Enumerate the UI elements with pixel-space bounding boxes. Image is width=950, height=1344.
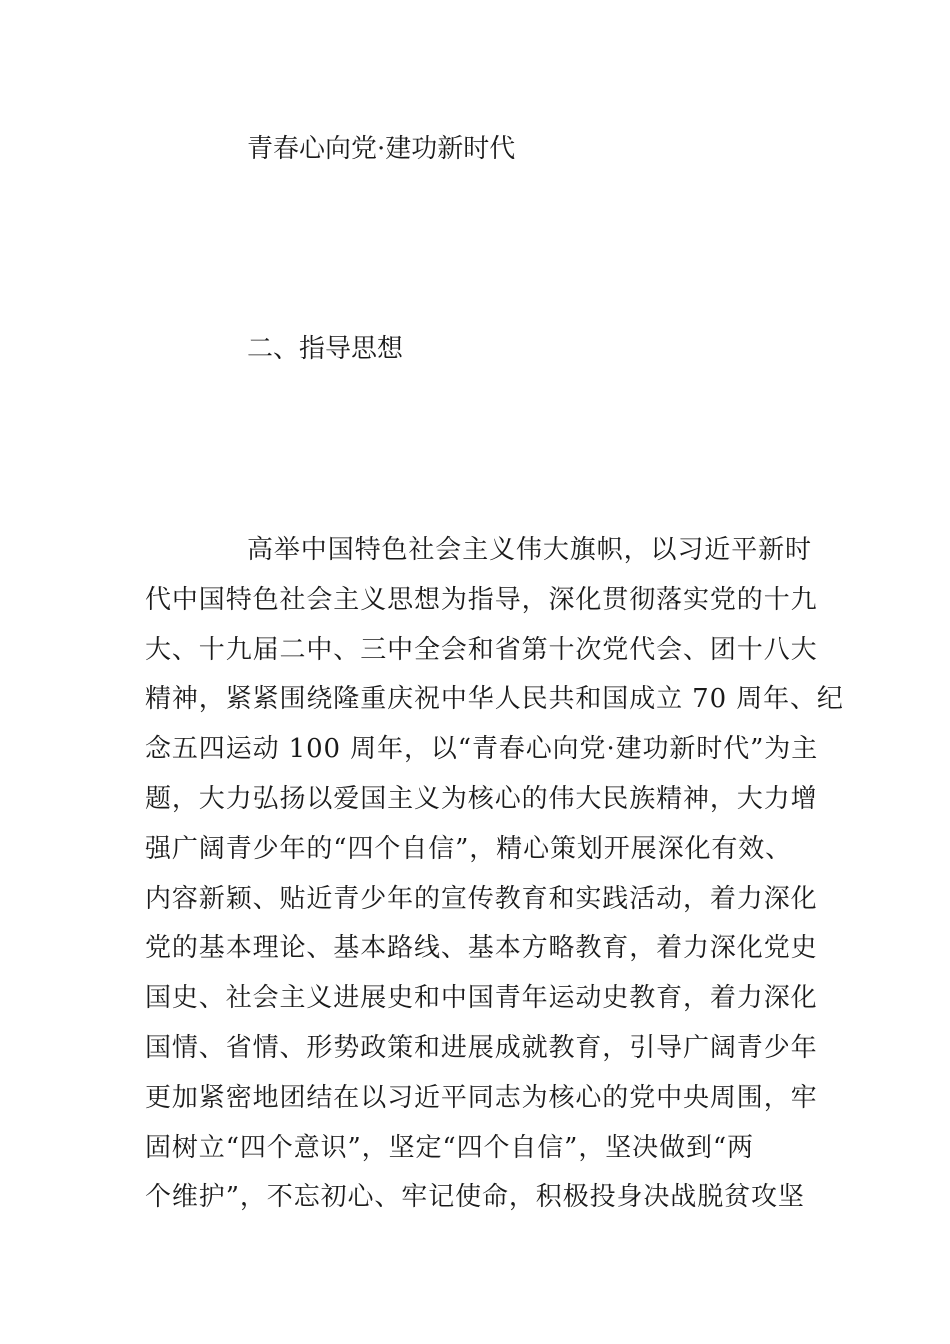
paragraph-line: 精神，紧紧围绕隆重庆祝中华人民共和国成立 70 周年、纪 [145, 684, 844, 715]
paragraph-line: 大、十九届二中、三中全会和省第十次党代会、团十八大 [145, 634, 818, 665]
paragraph-line: 个维护”，不忘初心、牢记使命，积极投身决战脱贫攻坚 [145, 1182, 805, 1213]
paragraph-line: 国史、社会主义进展史和中国青年运动史教育，着力深化 [145, 983, 818, 1014]
paragraph-line: 党的基本理论、基本路线、基本方略教育，着力深化党史 [145, 933, 818, 964]
paragraph-line: 国情、省情、形势政策和进展成就教育，引导广阔青少年 [145, 1032, 818, 1063]
paragraph-line: 更加紧密地团结在以习近平同志为核心的党中央周围，牢 [145, 1082, 818, 1113]
body-paragraph [145, 526, 844, 1223]
paragraph-line: 强广阔青少年的“四个自信”，精心策划开展深化有效、 [145, 833, 793, 864]
paragraph-line: 高举中国特色社会主义伟大旗帜，以习近平新时 [247, 535, 812, 565]
document-title: 青春心向党·建功新时代 [247, 134, 516, 164]
section-heading: 二、指导思想 [247, 334, 404, 364]
paragraph-line: 题，大力弘扬以爱国主义为核心的伟大民族精神，大力增 [145, 783, 818, 814]
paragraph-line: 内容新颖、贴近青少年的宣传教育和实践活动，着力深化 [145, 883, 818, 914]
paragraph-line: 固树立“四个意识”，坚定“四个自信”，坚决做到“两 [145, 1132, 754, 1163]
paragraph-line: 念五四运动 100 周年，以“青春心向党·建功新时代”为主 [145, 734, 819, 765]
paragraph-line: 代中国特色社会主义思想为指导，深化贯彻落实党的十九 [145, 584, 818, 615]
